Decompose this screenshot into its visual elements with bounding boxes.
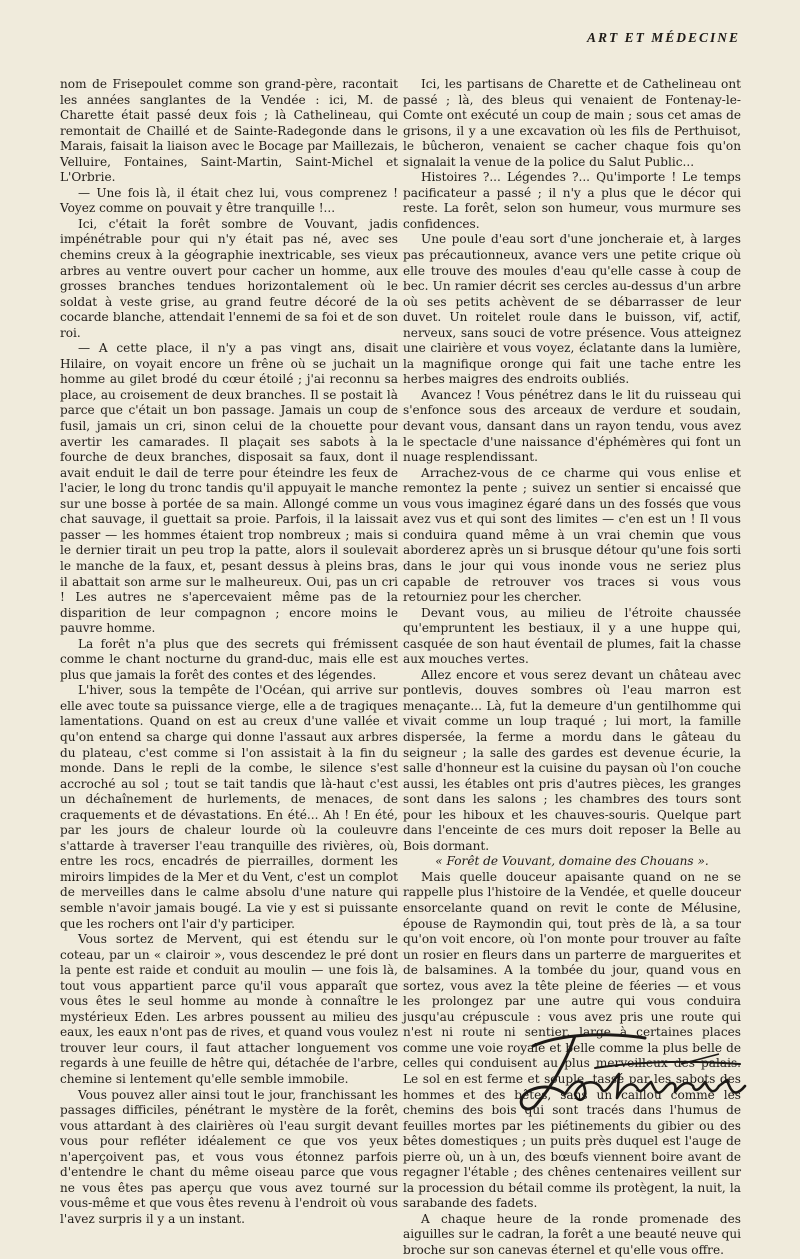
paragraph: Une poule d'eau sort d'une joncheraie et, à larges pas précautionneux, avance vers une petite crique où elle trouve des moules d'eau qu'elle casse à coup de bec. Un ramier décrit ses cercles au-dessus d'un arbre où ses petits achèvent de se débarrasser de leur duvet. Un roitelet roule dans le buisson, vif, actif, nerveux, sans souci de votre présence. Vous atteignez une clairière et vous voyez, éclatante dans la lumière, la magnifique oronge qui fait une tache entre les herbes maigres des endroits oubliés. bbox=[403, 232, 741, 387]
paragraph: Devant vous, au milieu de l'étroite chaussée qu'empruntent les bestiaux, il y a une huppe qui, casquée de son haut éventail de plumes, fait la chasse aux mouches vertes. bbox=[403, 605, 741, 667]
paragraph: Mais quelle douceur apaisante quand on ne se rappelle plus l'histoire de la Vendée, et quelle douceur ensorcelante quand on revit le conte de Mélusine, épouse de Raymondin qui, tout près de là, a sa tour qu'on voit encore, où l'on monte pour trouver au faîte un rosier en fleurs dans un parterre de marguerites et de balsamines. A la tombée du jour, quand vous en sortez, vous avez la tête pleine de féeries — et vous les prolongez par une autre qui vous conduira jusqu'au crépuscule : vous avez pris une route qui n'est ni route ni sentier, large à certaines places comme une voie royale et belle comme la plus belle de celles qui conduisent au plus merveilleux des palais. Le sol en est ferme et souple, tassé par les sabots des hommes et des bêtes, sans un caillou comme les chemins des bois qui sont tracés dans l'humus de feuilles mortes par les piétinements du gibier ou des bêtes domestiques ; un puits près duquel est l'auge de pierre où, un à un, des bœufs viennent boire avant de regagner l'étable ; des chênes centenaires veillent sur la procession du bétail comme ils protègent, la nuit, la sarabande des fadets. bbox=[403, 869, 741, 1211]
paragraph: Avancez ! Vous pénétrez dans le lit du ruisseau qui s'enfonce sous des arceaux de verdure et soudain, devant vous, dansant dans un rayon tendu, vous avez le spectacle d'une naissance d'éphémères qui font un nuage resplendissant. bbox=[403, 387, 741, 465]
paragraph: Arrachez-vous de ce charme qui vous enlise et remontez la pente ; suivez un sentier si encaissé que vous vous imaginez égaré dans un des fossés que vous avez vus et qui sont des limites — c'en est un ! Il vous conduira quand même à un vrai chemin que vous aborderez après un si brusque détour qu'une fois sorti dans le jour qui vous inonde vous ne seriez plus capable de retrouver vos traces si vous vous retourniez pour les chercher. bbox=[403, 465, 741, 605]
paragraph: A chaque heure de la ronde promenade des aiguilles sur le cadran, la forêt a une beauté neuve qui broche sur son canevas éternel et qu'elle vous offre. bbox=[403, 1211, 741, 1258]
running-title: ART ET MÉDECINE bbox=[586, 30, 740, 45]
paragraph: Histoires ?... Légendes ?... Qu'importe ! Le temps pacificateur a passé ; il n'y a plus que le décor qui reste. La forêt, selon son humeur, vous murmure ses confidences. bbox=[403, 170, 741, 231]
paragraph: Vous pouvez aller ainsi tout le jour, franchissant les passages difficiles, pénétrant le mystère de la forêt, vous attardant à des clairières où l'eau surgit devant vous pour refléter idéalement ce que vos yeux n'aperçoivent pas, et vous vous étonnez parfois d'entendre le chant du même oiseau parce que vous ne vous êtes pas aperçu que vous avez tourné sur vous-même et que vous êtes revenu à l'endroit où vous l'avez surpris il y a un instant. bbox=[60, 1087, 398, 1226]
left-column bbox=[60, 77, 398, 1227]
paragraph: Ici, les partisans de Charette et de Cathelineau ont passé ; là, des bleus qui venaient de Fontenay-le-Comte ont exécuté un coup de main ; sous cet amas de grisons, il y a une excavation où les fils de Perthuisot, le bûcheron, venaient se cacher chaque fois qu'on signalait la venue de la police du Salut Public... bbox=[403, 77, 741, 169]
paragraph: L'hiver, sous la tempête de l'Océan, qui arrive sur elle avec toute sa puissance vierge, elle a de tragiques lamentations. Quand on est au creux d'une vallée et qu'on entend sa charge qui donne l'assaut aux arbres du plateau, c'est comme si l'on assistait à la fin du monde. Dans le repli de la combe, le silence s'est accroché au sol ; tout se tait tandis que là-haut c'est un déchaînement de hurlements, de menaces, de craquements et de dévastations. En été... Ah ! En été, par les jours de chaleur lourde où la couleuvre s'attarde à traverser l'eau tranquille des rivières, où, entre les rocs, encadrés de pierrailles, dorment les miroirs limpides de la Mer et du Vent, c'est un complot de merveilles dans le calme absolu d'une nature qui semble n'avoir jamais bougé. La vie y est si puissante que les rochers ont l'air d'y participer. bbox=[60, 683, 398, 931]
paragraph: Vous sortez de Mervent, qui est étendu sur le coteau, par un « clairoir », vous descendez le pré dont la pente est raide et conduit au moulin — une fois là, tout vous appartient parce qu'il vous apparaît que vous êtes le seul homme au monde à connaître le mystérieux Eden. Les arbres poussent au milieu des eaux, les eaux n'ont pas de rives, et quand vous voulez trouver leur cours, il faut attacher longuement vos regards à une feuille de hêtre qui, détachée de l'arbre, chemine si lentement qu'elle semble immobile. bbox=[60, 932, 398, 1086]
caption-text: « Forêt de Vouvant, domaine des Chouans ». bbox=[435, 854, 709, 869]
signature-image bbox=[505, 1028, 755, 1118]
paragraph: Allez encore et vous serez devant un château avec pontlevis, douves sombres où l'eau marron est menaçante... Là, fut la demeure d'un gentilhomme qui vivait comme un loup traqué ; lui mort, la famille dispersée, la ferme a mordu dans le gâteau du seigneur ; la salle des gardes est devenue écurie, la salle d'honneur est la cuisine du paysan où l'on couche aussi, les étables ont pris d'autres pièces, les granges sont dans les salons ; les chambres des tours sont pour les hiboux et les chauves-souris. Quelque part dans l'enceinte de ces murs doit reposer la Belle au Bois dormant. bbox=[403, 667, 741, 853]
paragraph: La forêt n'a plus que des secrets qui frémissent comme le chant nocturne du grand-duc, mais elle est plus que jamais la forêt des contes et des légendes. bbox=[60, 636, 398, 682]
paragraph: — Une fois là, il était chez lui, vous comprenez ! Voyez comme on pouvait y être tranquille !... bbox=[60, 185, 398, 216]
paragraph: Ici, c'était la forêt sombre de Vouvant, jadis impénétrable pour qui n'y était pas né, avec ses chemins creux à la géographie inextricable, ses vieux arbres au ventre ouvert pour cacher un homme, aux grosses branches tendues horizontalement où le soldat à veste grise, au grand feutre décoré de la cocarde blanche, attendait l'ennemi de sa foi et de son roi. bbox=[60, 216, 398, 340]
caption bbox=[403, 854, 741, 870]
paragraph: nom de Frisepoulet comme son grand-père, racontait les années sanglantes de la Vendée : ici, M. de Charette était passé deux fois ; là Cathelineau, qui remontait de Chaillé et de Sainte-Radegonde dans le Marais, faisait la liaison avec le Bocage par Maillezais, Velluire, Fontaines, Saint-Martin, Saint-Michel et L'Orbrie. bbox=[60, 77, 398, 185]
paragraph: — A cette place, il n'y a pas vingt ans, disait Hilaire, on voyait encore un frêne où se juchait un homme au gilet brodé du cœur étoilé ; j'ai reconnu sa place, au croisement de deux branches. Il se postait là parce que c'était un bon passage. Jamais un coup de fusil, jamais un cri, sinon celui de la chouette pour avertir les camarades. Il plaçait ses sabots à la fourche de deux branches, disposait sa faux, dont il avait enduit le dail de terre pour éteindre les feux de l'acier, le long du tronc tandis qu'il appuyait le manche sur une bosse à portée de sa main. Allongé comme un chat sauvage, il guettait sa proie. Parfois, il la laissait passer — les hommes étaient trop nombreux ; mais si le dernier tirait un peu trop la patte, alors il soulevait le manche de la faux, et, pesant dessus à pleins bras, il abattait son arme sur le malheureux. Oui, pas un cri ! Les autres ne s'apercevaient même pas de la disparition de leur compagnon ; encore moins le pauvre homme. bbox=[60, 341, 398, 636]
